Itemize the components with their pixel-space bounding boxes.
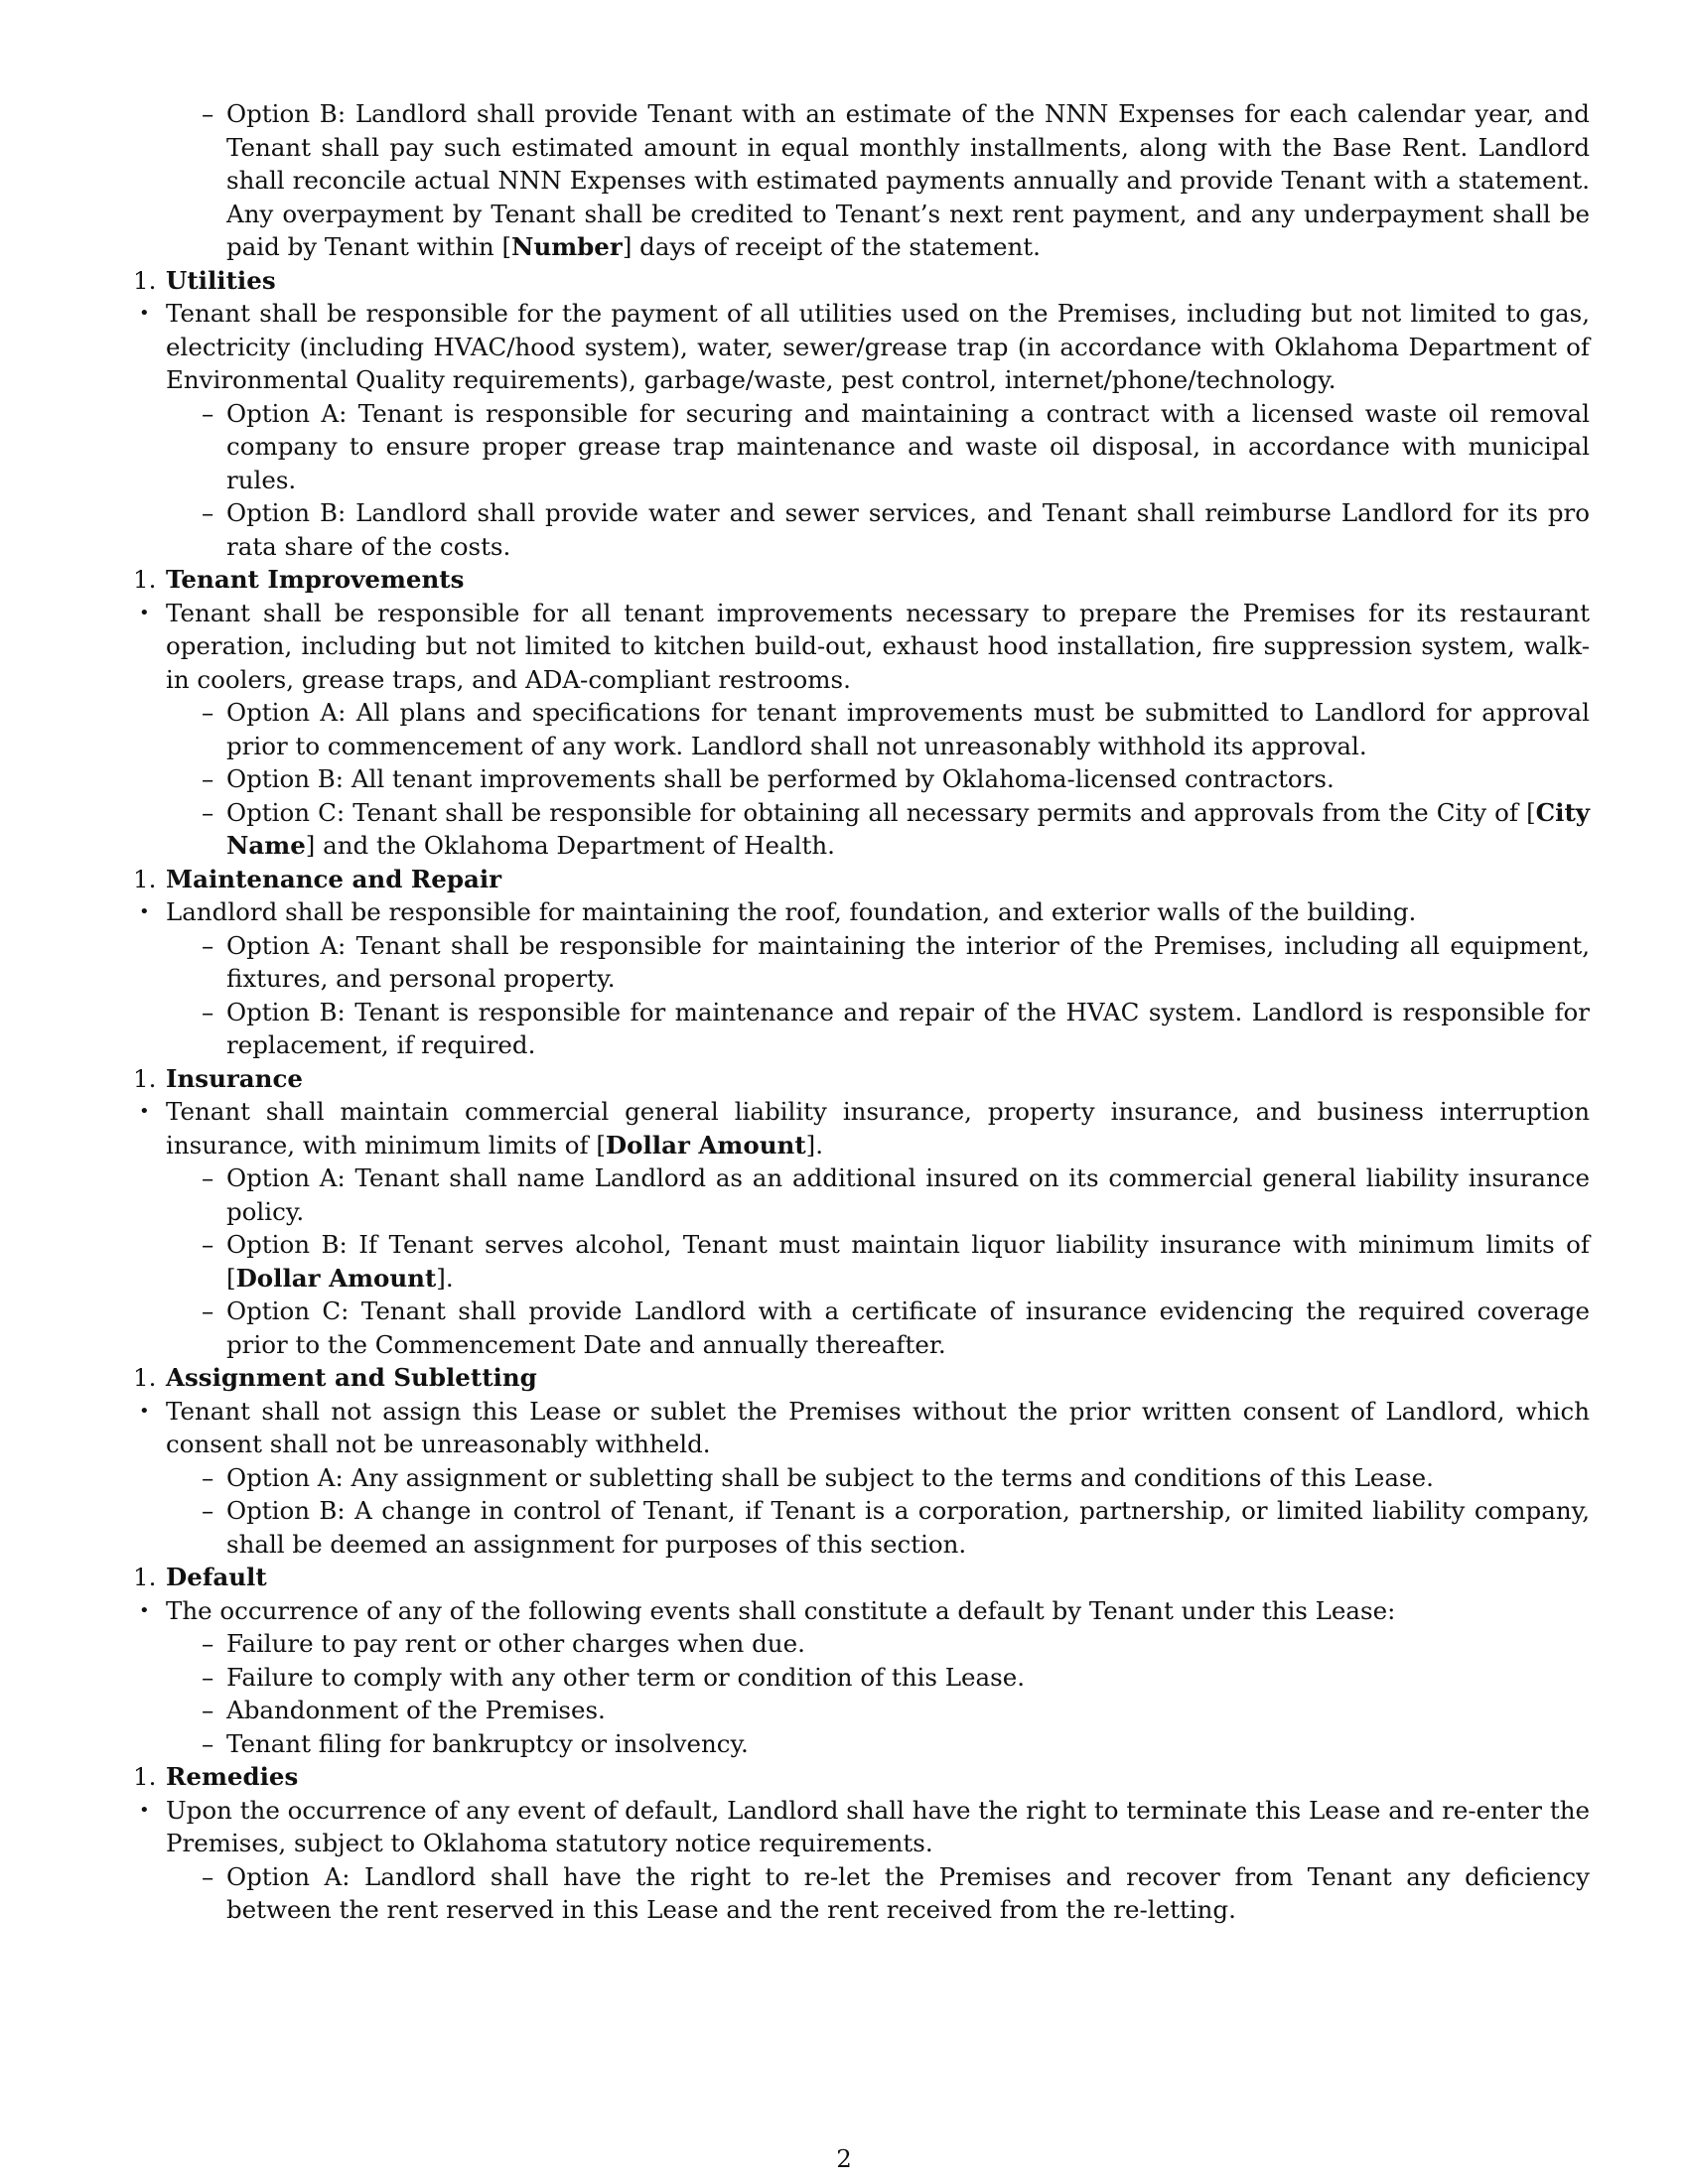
maintenance-option-b: – Option B: Tenant is responsible for maintenance and repair of the HVAC system. Landlord is responsible for replacement, if required. — [202, 997, 1590, 1059]
section-heading-maintenance: 1. Maintenance and Repair — [133, 864, 502, 893]
bullet-marker: • — [139, 303, 150, 324]
assignment-bullet: • Tenant shall not assign this Lease or sublet the Premises without the prior written consent of Landlord, which consent shall not be unreasonably withheld. — [139, 1396, 1590, 1458]
section-heading-assignment: 1. Assignment and Subletting — [133, 1363, 537, 1392]
utilities-bullet: • Tenant shall be responsible for the payment of all utilities used on the Premises, including but not limited to gas, electricity (including HVAC/hood system), water, sewer/grease trap (in accordance with Oklahoma Department of Environmental Quality requirements), garbage/waste, pest control, internet/phone/technology. — [139, 299, 1590, 394]
section-heading-tenant-improvements: 1. Tenant Improvements — [133, 565, 465, 594]
assignment-option-b: – Option B: A change in control of Tenant, if Tenant is a corporation, partnership, or limited liability company, shall be deemed an assignment for purposes of this section. — [202, 1496, 1590, 1559]
default-item: – Failure to comply with any other term or condition of this Lease. — [202, 1662, 1025, 1692]
tenant-improvements-option-c: – Option C: Tenant shall be responsible for obtaining all necessary permits and approvals from the City of [City Name] and the Oklahoma Department of Health. — [202, 797, 1590, 860]
default-bullet: • The occurrence of any of the following events shall constitute a default by Tenant under this Lease: — [139, 1595, 1396, 1625]
utilities-option-a: – Option A: Tenant is responsible for securing and maintaining a contract with a licensed waste oil removal company to ensure proper grease trap maintenance and waste oil disposal, in accordance with municipal rules. — [202, 398, 1590, 494]
document-page — [133, 97, 1590, 1927]
insurance-option-b: – Option B: If Tenant serves alcohol, Tenant must maintain liquor liability insurance with minimum limits of [Dollar Amount]. — [202, 1230, 1590, 1293]
insurance-option-a: – Option A: Tenant shall name Landlord as an additional insured on its commercial general liability insurance policy. — [202, 1163, 1590, 1226]
intro-option-b: – Option B: Landlord shall provide Tenant with an estimate of the NNN Expenses for each calendar year, and Tenant shall pay such estimated amount in equal monthly installments, along with the Base Rent. Landlord shall reconcile actual NNN Expenses with estimated payments annually and provide Tenant with a statement. Any overpayment by Tenant shall be credited to Tenant’s next rent payment, and any underpayment shall be paid by Tenant within [Number] days of receipt of the statement. — [202, 99, 1590, 261]
remedies-option-a: – Option A: Landlord shall have the right to re-let the Premises and recover from Tenant any deficiency between the rent reserved in this Lease and the rent received from the re-letting. — [202, 1861, 1590, 1924]
default-item: – Failure to pay rent or other charges when due. — [202, 1629, 805, 1658]
insurance-option-c: – Option C: Tenant shall provide Landlord with a certificate of insurance evidencing the required coverage prior to the Commencement Date and annually thereafter. — [202, 1297, 1590, 1359]
page-number: 2 — [836, 2144, 852, 2173]
section-heading-remedies: 1. Remedies — [133, 1762, 299, 1791]
tenant-improvements-option-b: – Option B: All tenant improvements shall be performed by Oklahoma-licensed contractors. — [202, 764, 1335, 793]
tenant-improvements-option-a: – Option A: All plans and specifications for tenant improvements must be submitted to Landlord for approval prior to commencement of any work. Landlord shall not unreasonably withhold its approval. — [202, 698, 1590, 760]
assignment-option-a: – Option A: Any assignment or subletting shall be subject to the terms and conditions of this Lease. — [202, 1462, 1434, 1492]
insurance-bullet: • Tenant shall maintain commercial general liability insurance, property insurance, and business interruption insurance, with minimum limits of [Dollar Amount]. — [139, 1097, 1590, 1160]
default-item: – Tenant filing for bankruptcy or insolvency. — [202, 1728, 749, 1758]
dash-marker: – — [202, 99, 214, 128]
default-item: – Abandonment of the Premises. — [202, 1696, 606, 1724]
utilities-option-b: – Option B: Landlord shall provide water and sewer services, and Tenant shall reimburse Landlord for its pro rata share of the costs. — [202, 498, 1590, 561]
tenant-improvements-bullet: • Tenant shall be responsible for all tenant improvements necessary to prepare the Premises for its restaurant operation, including but not limited to kitchen build-out, exhaust hood installation, fire suppression system, walk-in coolers, grease traps, and ADA-compliant restrooms. — [139, 598, 1590, 694]
maintenance-bullet: • Landlord shall be responsible for maintaining the roof, foundation, and exterior walls of the building. — [139, 897, 1417, 926]
section-heading-insurance: 1. Insurance — [133, 1063, 303, 1093]
maintenance-option-a: – Option A: Tenant shall be responsible for maintaining the interior of the Premises, including all equipment, fixtures, and personal property. — [202, 930, 1590, 993]
remedies-bullet: • Upon the occurrence of any event of default, Landlord shall have the right to terminate this Lease and re-enter the Premises, subject to Oklahoma statutory notice requirements. — [139, 1795, 1590, 1857]
section-heading-default: 1. Default — [133, 1563, 267, 1591]
section-heading-utilities: 1. Utilities — [133, 265, 276, 295]
